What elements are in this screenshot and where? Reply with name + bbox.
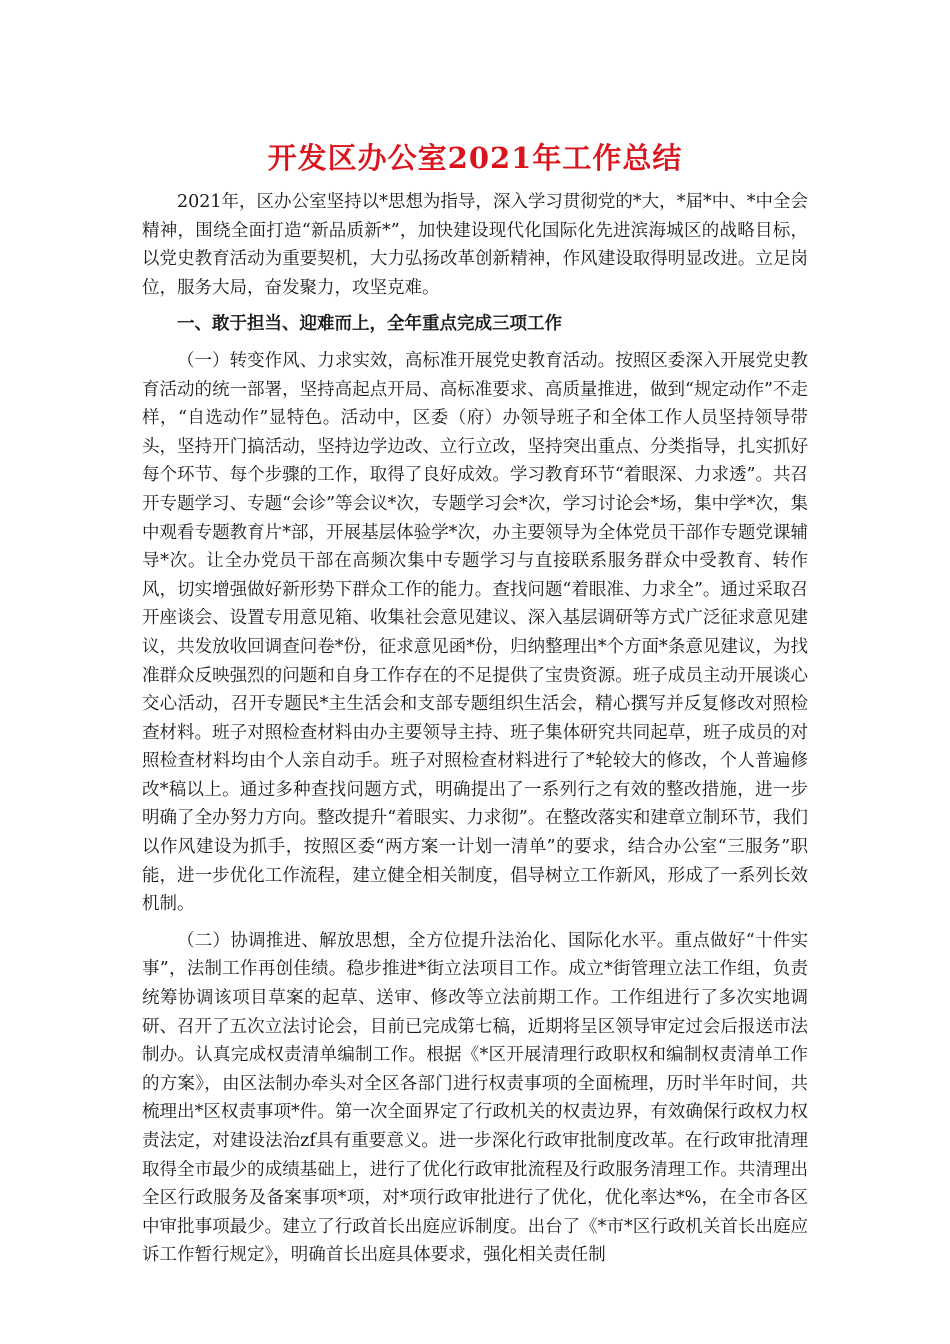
body-paragraph-1: （一）转变作风、力求实效，高标准开展党史教育活动。按照区委深入开展党史教育活动的统一部署，坚持高起点开局、高标准要求、高质量推进，做到“规定动作”不走样，“自选动作”显特色。活动中，区委（府）办领导班子和全体工作人员坚持领导带头，坚持开门搞活动，坚持边学边改、立行立改，坚持突出重点、分类指导，扎实抓好每个环节、每个步骤的工作，取得了良好成效。学习教育环节“着眼深、力求透”。共召开专题学习、专题“会诊”等会议*次，专题学习会*次，学习讨论会*场，集中学*次，集中观看专题教育片*部，开展基层体验学*次，办主要领导为全体党员干部作专题党课辅导*次。让全办党员干部在高频次集中专题学习与直接联系服务群众中受教育、转作风，切实增强做好新形势下群众工作的能力。查找问题“着眼准、力求全”。通过采取召开座谈会、设置专用意见箱、收集社会意见建议、深入基层调研等方式广泛征求意见建议，共发放收回调查问卷*份，征求意见函*份，归纳整理出*个方面*条意见建议，为找准群众反映强烈的问题和自身工作存在的不足提供了宝贵资源。班子成员主动开展谈心交心活动，召开专题民*主生活会和支部专题组织生活会，精心撰写并反复修改对照检查材料。班子对照检查材料由办主要领导主持、班子集体研究共同起草，班子成员的对照检查材料均由个人亲自动手。班子对照检查材料进行了*轮较大的修改，个人普遍修改*稿以上。通过多种查找问题方式，明确提出了一系列行之有效的整改措施，进一步明确了全办努力方向。整改提升“着眼实、力求彻”。在整改落实和建章立制环节，我们以作风建设为抓手，按照区委“两方案一计划一清单”的要求，结合办公室“三服务”职能，进一步优化工作流程，建立健全相关制度，倡导树立工作新风，形成了一系列长效机制。 bbox=[142, 350, 808, 915]
document-title: 开发区办公室2021年工作总结 bbox=[267, 141, 683, 175]
body-paragraph-2: （二）协调推进、解放思想，全方位提升法治化、国际化水平。重点做好“十件实事”，法制工作再创佳绩。稳步推进*街立法项目工作。成立*街管理立法工作组，负责统筹协调该项目草案的起草、送审、修改等立法前期工作。工作组进行了多次实地调研、召开了五次立法讨论会，目前已完成第七稿，近期将呈区领导审定过会后报送市法制办。认真完成权责清单编制工作。根据《*区开展清理行政职权和编制权责清单工作的方案》，由区法制办牵头对全区各部门进行权责事项的全面梳理，历时半年时间，共梳理出*区权责事项*件。第一次全面界定了行政机关的权责边界，有效确保行政权力权责法定，对建设法治zf具有重要意义。进一步深化行政审批制度改革。在行政审批清理取得全市最少的成绩基础上，进行了优化行政审批流程及行政服务清理工作。共清理出全区行政服务及备案事项*项，对*项行政审批进行了优化，优化率达*%，在全市各区中审批事项最少。建立了行政首长出庭应诉制度。出台了《*市*区行政机关首长出庭应诉工作暂行规定》，明确首长出庭具体要求，强化相关责任制 bbox=[142, 930, 808, 1266]
intro-paragraph: 2021年，区办公室坚持以*思想为指导，深入学习贯彻党的*大，*届*中、*中全会精神，围绕全面打造“新品质新*”，加快建设现代化国际化先进滨海城区的战略目标，以党史教育活动为重要契机，大力弘扬改革创新精神，作风建设取得明显改进。立足岗位，服务大局，奋发聚力，攻坚克难。 bbox=[142, 192, 808, 298]
section-heading: 一、敢于担当、迎难而上，全年重点完成三项工作 bbox=[177, 314, 562, 335]
